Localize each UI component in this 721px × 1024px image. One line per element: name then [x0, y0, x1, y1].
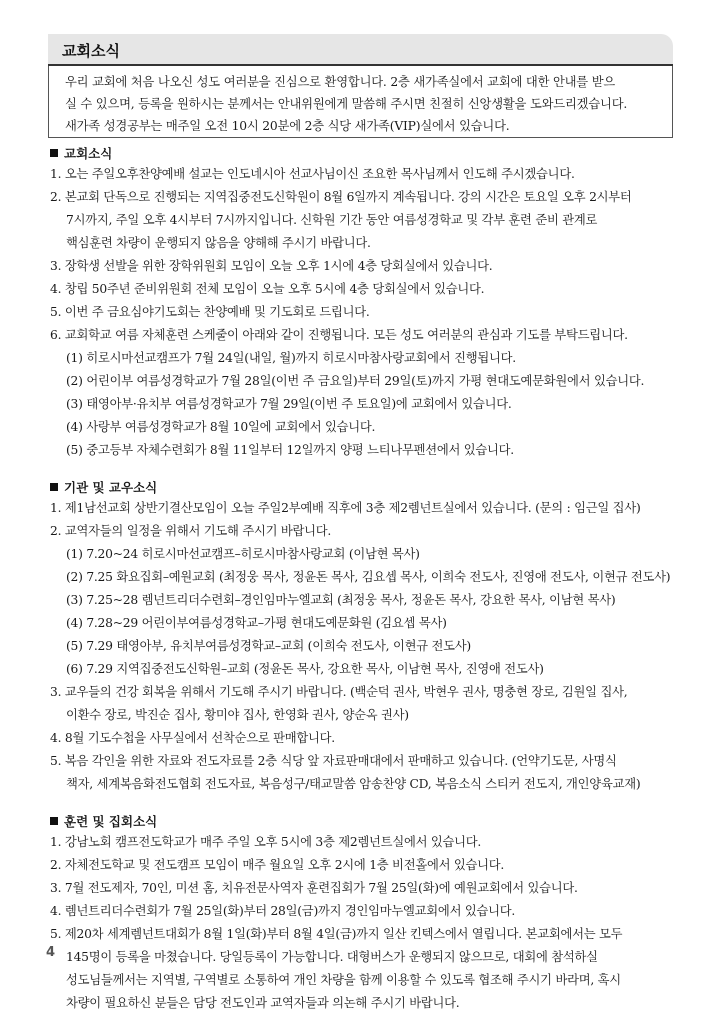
list-item: 3. 교우들의 건강 회복을 위해서 기도해 주시기 바랍니다. (백순덕 권사, 박현우 권사, 명충현 장로, 김원일 집사, — [50, 685, 628, 699]
page-number: 4 — [46, 945, 56, 960]
list-item: 1. 강남노회 캠프전도학교가 매주 주일 오후 5시에 3층 제2렘넌트실에서 있습니다. — [50, 835, 482, 849]
section-heading-member-news — [50, 478, 157, 496]
welcome-box — [48, 66, 673, 138]
list-item-continuation: 7시까지, 주일 오후 4시부터 7시까지입니다. 신학원 기간 동안 여름성경학교 및 각부 훈련 준비 관계로 — [66, 213, 598, 227]
sub-list-item: (3) 태영아부·유치부 여름성경학교가 7월 29일(이번 주 토요일)에 교회에서 있습니다. — [66, 397, 512, 411]
welcome-line: 새가족 성경공부는 매주일 오전 10시 20분에 2층 식당 새가족(VIP)실에서 있습니다. — [65, 119, 510, 133]
list-item-continuation: 145명이 등록을 마쳤습니다. 당일등록이 가능합니다. 대형버스가 운행되지 않으므로, 대회에 참석하실 — [66, 950, 598, 964]
list-item: 4. 렘넌트리더수련회가 7월 25일(화)부터 28일(금)까지 경인임마누엘교회에서 있습니다. — [50, 904, 516, 918]
square-bullet-icon — [50, 483, 58, 491]
list-item: 1. 오는 주일오후찬양예배 설교는 인도네시아 선교사님이신 조요한 목사님께서 인도해 주시겠습니다. — [50, 167, 575, 181]
sub-list-item: (1) 7.20~24 히로시마선교캠프–히로시마참사랑교회 (이남현 목사) — [66, 547, 420, 561]
list-item: 2. 교역자들의 일정을 위해서 기도해 주시기 바랍니다. — [50, 524, 332, 538]
sub-list-item: (3) 7.25~28 렘넌트리더수련회–경인임마누엘교회 (최정웅 목사, 정윤돈 목사, 강요한 목사, 이남현 목사) — [66, 593, 616, 607]
list-item: 2. 본교회 단독으로 진행되는 지역집중전도신학원이 8월 6일까지 계속됩니다. 강의 시간은 토요일 오후 2시부터 — [50, 190, 632, 204]
list-item-continuation: 성도님들께서는 지역별, 구역별로 소통하여 개인 차량을 함께 이용할 수 있도록 협조해 주시기 바라며, 혹시 — [66, 973, 621, 987]
list-item: 6. 교회학교 여름 자체훈련 스케줄이 아래와 같이 진행됩니다. 모든 성도 여러분의 관심과 기도를 부탁드립니다. — [50, 328, 628, 342]
list-item: 4. 8월 기도수첩을 사무실에서 선착순으로 판매합니다. — [50, 731, 335, 745]
section-heading-training-news — [50, 812, 157, 830]
section-title: 교회소식 — [64, 146, 113, 161]
welcome-line: 우리 교회에 처음 나오신 성도 여러분을 진심으로 환영합니다. 2층 새가족실에서 교회에 대한 안내를 받으 — [65, 75, 616, 89]
list-item: 3. 장학생 선발을 위한 장학위원회 모임이 오늘 오후 1시에 4층 당회실에서 있습니다. — [50, 259, 493, 273]
list-item: 5. 복음 각인을 위한 자료와 전도자료를 2층 식당 앞 자료판매대에서 판매하고 있습니다. (언약기도문, 사명식 — [50, 754, 617, 768]
square-bullet-icon — [50, 149, 58, 157]
list-item: 4. 창립 50주년 준비위원회 전체 모임이 오늘 오후 5시에 4층 당회실에서 있습니다. — [50, 282, 485, 296]
list-item: 5. 이번 주 금요심야기도회는 찬양예배 및 기도회로 드립니다. — [50, 305, 370, 319]
sub-list-item: (6) 7.29 지역집중전도신학원–교회 (정윤돈 목사, 강요한 목사, 이남현 목사, 진영애 전도사) — [66, 662, 544, 676]
sub-list-item: (2) 어린이부 여름성경학교가 7월 28일(이번 주 금요일)부터 29일(토)까지 가평 현대도예문화원에서 있습니다. — [66, 374, 645, 388]
list-item: 1. 제1남선교회 상반기결산모임이 오늘 주일2부예배 직후에 3층 제2렘넌트실에서 있습니다. (문의 : 임근일 집사) — [50, 501, 641, 515]
list-item: 3. 7월 전도제자, 70인, 미션 홈, 치유전문사역자 훈련집회가 7월 25일(화)에 예원교회에서 있습니다. — [50, 881, 578, 895]
section-title: 기관 및 교우소식 — [64, 480, 158, 495]
section-title: 훈련 및 집회소식 — [64, 814, 158, 829]
page-title: 교회소식 — [62, 42, 120, 60]
sub-list-item: (5) 중고등부 자체수련회가 8월 11일부터 12일까지 양평 느티나무펜션에서 있습니다. — [66, 443, 514, 457]
sub-list-item: (4) 7.28~29 어린이부여름성경학교–가평 현대도예문화원 (김요셉 목사) — [66, 616, 447, 630]
header-bar — [48, 34, 673, 64]
list-item-continuation: 책자, 세계복음화전도협회 전도자료, 복음성구/태교말씀 암송찬양 CD, 복음소식 스티커 전도지, 개인양육교재) — [66, 777, 641, 791]
sub-list-item: (2) 7.25 화요집회–예원교회 (최정웅 목사, 정윤돈 목사, 김요셉 목사, 이희숙 전도사, 진영애 전도사, 이현규 전도사) — [66, 570, 671, 584]
list-item-continuation: 차량이 필요하신 분들은 담당 전도인과 교역자들과 의논해 주시기 바랍니다. — [66, 996, 460, 1010]
section-heading-church-news — [50, 144, 112, 162]
list-item: 5. 제20차 세계렘넌트대회가 8월 1일(화)부터 8월 4일(금)까지 일산 킨텍스에서 열립니다. 본교회에서는 모두 — [50, 927, 623, 941]
square-bullet-icon — [50, 817, 58, 825]
list-item-continuation: 이환수 장로, 박진순 집사, 황미야 집사, 한영화 권사, 양순옥 권사) — [66, 708, 409, 722]
sub-list-item: (1) 히로시마선교캠프가 7월 24일(내일, 월)까지 히로시마참사랑교회에서 진행됩니다. — [66, 351, 516, 365]
list-item: 2. 자체전도학교 및 전도캠프 모임이 매주 월요일 오후 2시에 1층 비전홀에서 있습니다. — [50, 858, 505, 872]
welcome-line: 실 수 있으며, 등록을 원하시는 분께서는 안내위원에게 말씀해 주시면 친절히 신앙생활을 도와드리겠습니다. — [65, 97, 628, 111]
list-item-continuation: 핵심훈련 차량이 운행되지 않음을 양해해 주시기 바랍니다. — [66, 236, 371, 250]
sub-list-item: (4) 사랑부 여름성경학교가 8월 10일에 교회에서 있습니다. — [66, 420, 376, 434]
sub-list-item: (5) 7.29 태영아부, 유치부여름성경학교–교회 (이희숙 전도사, 이현규 전도사) — [66, 639, 471, 653]
